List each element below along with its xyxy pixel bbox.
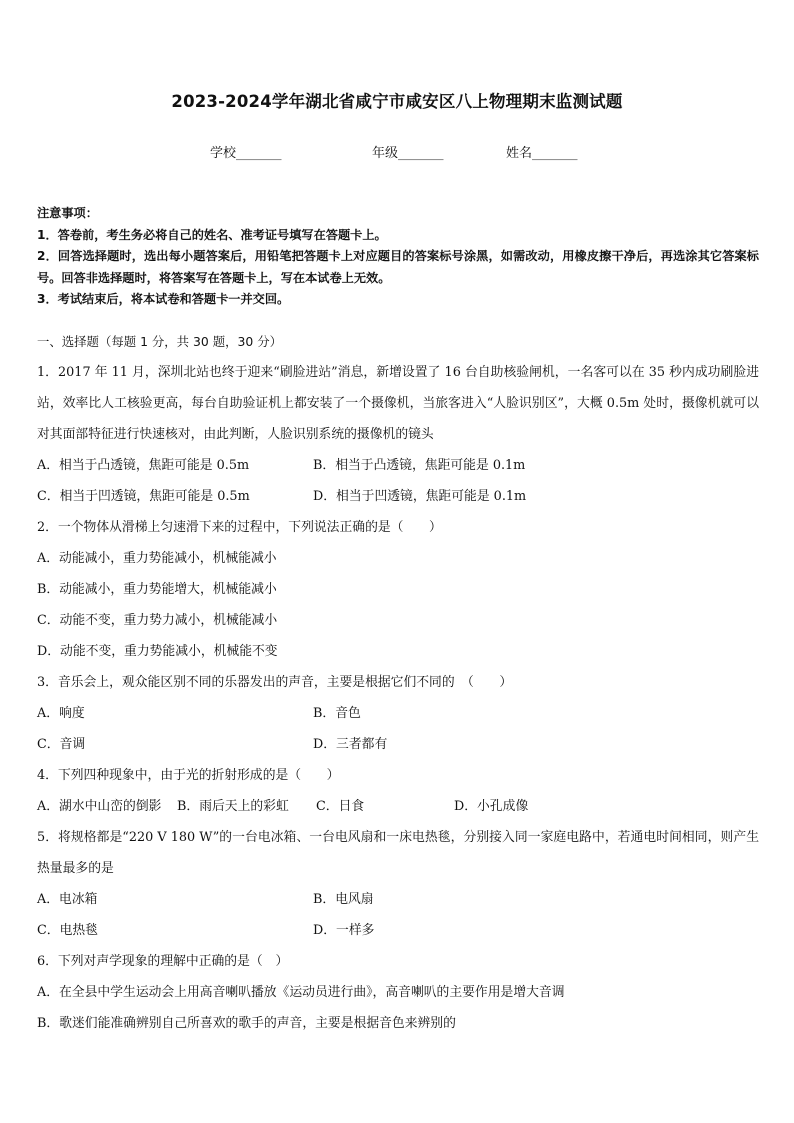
grade-field: 年级_______ [372,146,444,161]
option: B．音色 [313,706,361,721]
notice-item: 3．考试结束后，将本试卷和答题卡一并交回。 [37,292,290,306]
option-row [37,915,759,946]
option: A．电冰箱 [37,892,98,907]
option: A．在全县中学生运动会上用高音喇叭播放《运动员进行曲》，高音喇叭的主要作用是增大音调 [37,985,565,1000]
option: D．一样多 [313,923,375,938]
option: C．电热毯 [37,923,98,938]
question-stem: 4．下列四种现象中，由于光的折射形成的是（ ） [37,768,340,783]
notice-block [37,203,759,311]
option: D．小孔成像 [454,799,529,814]
option-row [37,729,759,760]
option: D．相当于凹透镜，焦距可能是 0.1m [313,489,527,504]
question-list [37,326,759,1039]
question-stem: 1．2017 年 11 月，深圳北站也终于迎来“刷脸进站”消息，新增设置了 16 台自助核验闸机，一名客可以在 35 秒内成功刷脸进站，效率比人工核验更高，每台自助验证机上都安装了一个摄像机，当旅客进入“人脸识别区”，大概 0.5m 处时，摄像机就可以对其面部特征进行快速核对，由此判断，人脸识别系统的摄像机的镜头 [37,365,759,442]
option: C．日食 [316,799,365,814]
option: C．音调 [37,737,86,752]
question-stem: 2．一个物体从滑梯上匀速滑下来的过程中，下列说法正确的是（ ） [37,520,442,535]
option: A．相当于凸透镜，焦距可能是 0.5m [37,458,250,473]
option: D．动能不变，重力势能减小，机械能不变 [37,644,278,659]
option: B．雨后天上的彩虹 [177,799,289,814]
option: C．动能不变，重力势力减小，机械能减小 [37,613,278,628]
notice-item: 2．回答选择题时，选出每小题答案后，用铅笔把答题卡上对应题目的答案标号涂黑，如需改动，用橡皮擦干净后，再选涂其它答案标号。回答非选择题时，将答案写在答题卡上，写在本试卷上无效。 [37,249,759,285]
question-stem: 3．音乐会上，观众能区别不同的乐器发出的声音，主要是根据它们不同的 （ ） [37,675,513,690]
option: A．响度 [37,706,85,721]
notice-heading: 注意事项： [37,206,98,220]
student-info-row [0,142,794,162]
option: D．三者都有 [313,737,388,752]
option-row [37,791,759,822]
option-row [37,481,759,512]
notice-item: 1．答卷前，考生务必将自己的姓名、准考证号填写在答题卡上。 [37,227,387,242]
option: A．湖水中山峦的倒影 [37,799,162,814]
section-heading: 一、选择题（每题 1 分，共 30 题，30 分） [37,334,282,349]
option: B．歌迷们能准确辨别自己所喜欢的歌手的声音，主要是根据音色来辨别的 [37,1016,456,1031]
option: C．相当于凹透镜，焦距可能是 0.5m [37,489,250,504]
question-stem: 6．下列对声学现象的理解中正确的是（ ） [37,954,289,969]
option: B．电风扇 [313,892,374,907]
option-row [37,698,759,729]
option-row [37,450,759,481]
option: A．动能减小，重力势能减小，机械能减小 [37,551,277,566]
exam-title: 2023-2024学年湖北省咸宁市咸安区八上物理期末监测试题 [171,92,623,111]
option-row [37,884,759,915]
school-field: 学校_______ [210,146,282,161]
option: B．相当于凸透镜，焦距可能是 0.1m [313,458,526,473]
name-field: 姓名_______ [506,146,578,161]
question-stem: 5．将规格都是“220 V 180 W”的一台电冰箱、一台电风扇和一床电热毯，分别接入同一家庭电路中，若通电时间相同，则产生热量最多的是 [37,830,759,876]
option: B．动能减小，重力势能增大，机械能减小 [37,582,277,597]
